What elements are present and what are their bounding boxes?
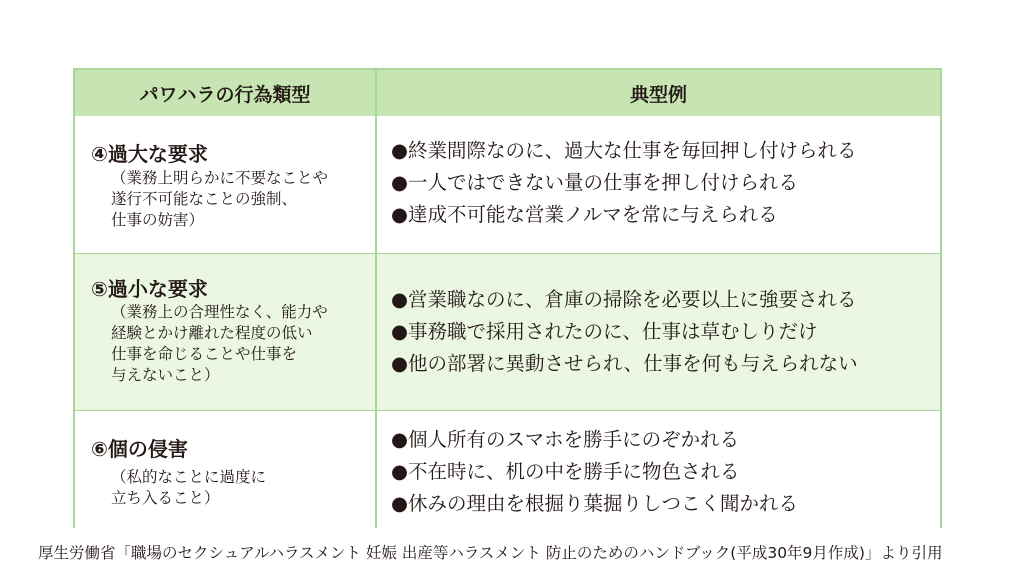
harassment-types-table xyxy=(73,68,942,528)
description-line: （業務上の合理性なく、能力や xyxy=(111,303,328,321)
example-item: ●終業間際なのに、過大な仕事を毎回押し付けられる xyxy=(391,139,857,162)
example-item: ●達成不可能な営業ノルマを常に与えられる xyxy=(391,203,778,226)
source-caption: 厚生労働省「職場のセクシュアルハラスメント 妊娠 出産等ハラスメント 防止のためのハンドブック(平成30年9月作成)」より引用 xyxy=(38,544,943,562)
category-cell xyxy=(75,411,377,528)
example-item: ●他の部署に異動させられ、仕事を何も与えられない xyxy=(391,352,858,375)
examples-list xyxy=(391,424,798,520)
example-item: ●不在時に、机の中を勝手に物色される xyxy=(391,460,740,483)
description-line: （業務上明らかに不要なことや xyxy=(111,169,329,187)
examples-cell xyxy=(377,116,940,254)
description-line: 仕事の妨害） xyxy=(111,211,205,229)
table-row xyxy=(75,116,940,254)
example-item: ●休みの理由を根掘り葉掘りしつこく聞かれる xyxy=(391,492,799,515)
description-line: （私的なことに過度に xyxy=(111,468,267,486)
category-description xyxy=(111,302,328,386)
category-cell xyxy=(75,116,377,254)
description-line: 与えないこと） xyxy=(111,366,220,384)
examples-cell xyxy=(377,254,940,411)
category-description xyxy=(111,467,266,509)
examples-list xyxy=(391,284,858,380)
examples-cell xyxy=(377,411,940,528)
table-row xyxy=(75,254,940,411)
category-title: ⑥個の侵害 xyxy=(91,437,188,461)
example-item: ●個人所有のスマホを勝手にのぞかれる xyxy=(391,428,740,451)
description-line: 仕事を命じることや仕事を xyxy=(111,345,298,363)
table-header-row xyxy=(75,70,940,116)
description-line: 経験とかけ離れた程度の低い xyxy=(111,324,313,342)
description-line: 立ち入ること） xyxy=(111,489,220,507)
description-line: 遂行不可能なことの強制、 xyxy=(111,190,298,208)
category-title: ⑤過小な要求 xyxy=(91,277,208,301)
header-examples: 典型例 xyxy=(629,83,687,106)
header-category: パワハラの行為類型 xyxy=(75,70,377,116)
table-row xyxy=(75,411,940,528)
examples-list xyxy=(391,135,857,231)
example-item: ●事務職で採用されたのに、仕事は草むしりだけ xyxy=(391,320,818,343)
category-title: ④過大な要求 xyxy=(91,142,208,166)
category-description xyxy=(111,168,328,231)
example-item: ●一人ではできない量の仕事を押し付けられる xyxy=(391,171,799,194)
category-cell xyxy=(75,254,377,411)
example-item: ●営業職なのに、倉庫の掃除を必要以上に強要される xyxy=(391,288,857,311)
